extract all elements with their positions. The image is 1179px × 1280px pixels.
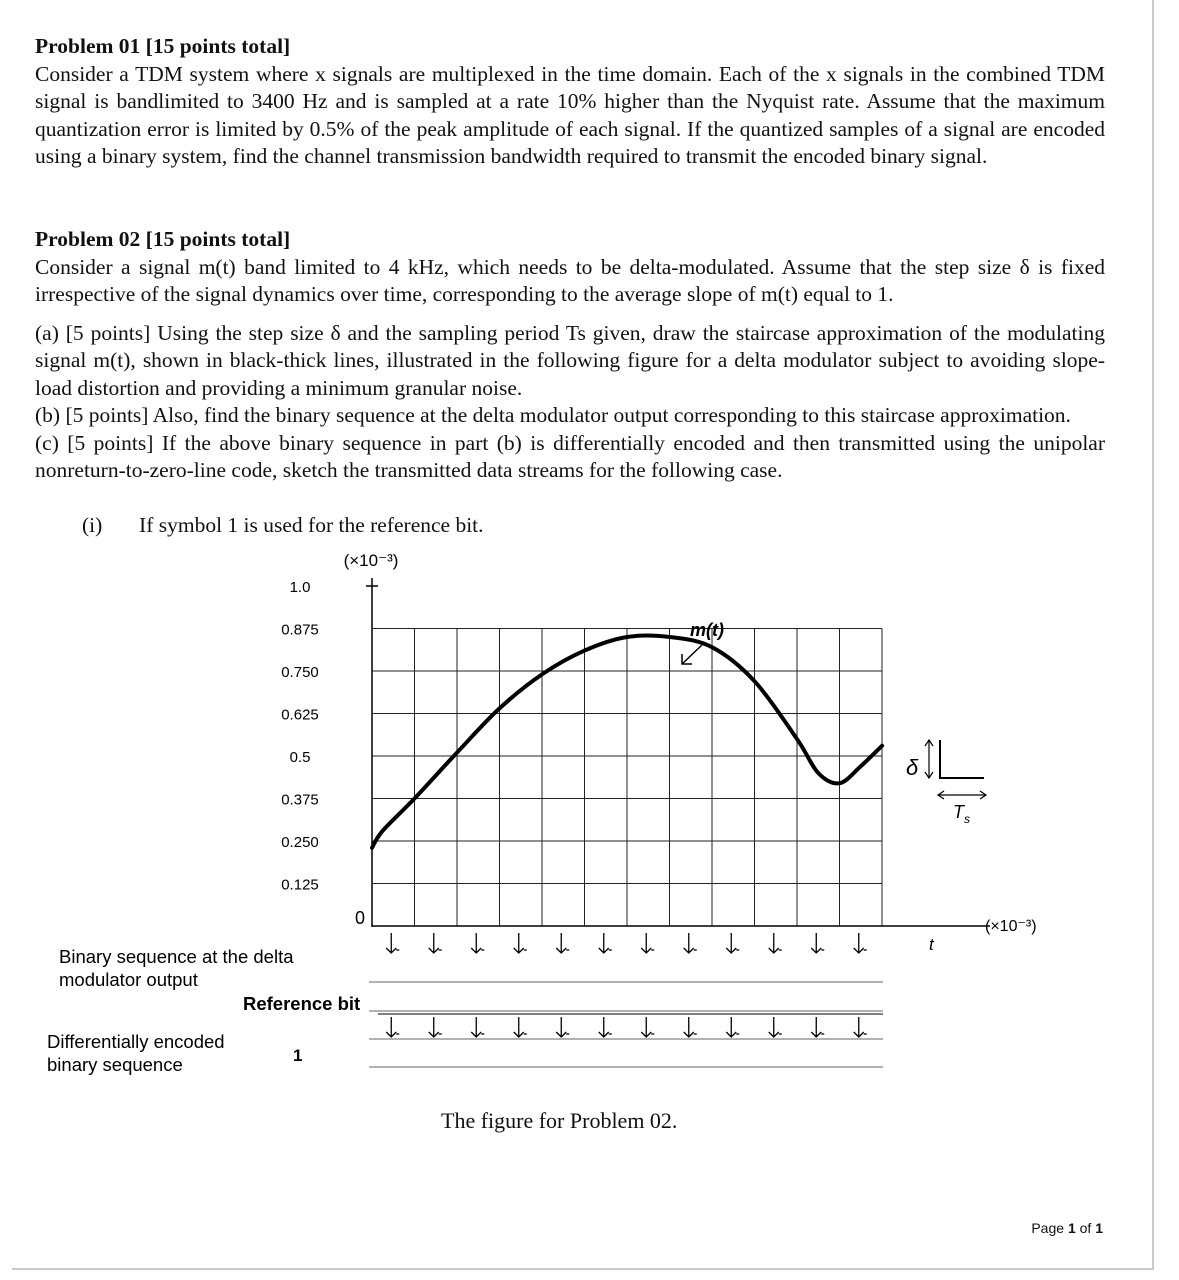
x-axis-t-label: t (929, 935, 934, 954)
ts-label: $T_s$ (953, 802, 970, 826)
step-shape-icon (940, 740, 984, 778)
case-i-label: (i) (82, 513, 103, 537)
figure-caption: The figure for Problem 02. (441, 1108, 678, 1133)
binary-label-line1: Binary sequence at the delta (59, 946, 294, 967)
sampling-arrow (599, 1017, 612, 1037)
y-tick-label: 0.5 (289, 749, 311, 766)
sampling-arrow (514, 933, 527, 953)
page-number: Page 1 of 1 (1031, 1220, 1103, 1236)
y-tick-label: 0.125 (281, 876, 319, 894)
y-scale-label: (×10⁻³) (343, 551, 399, 570)
sampling-arrow (811, 933, 824, 953)
y-tick-label: 1.0 (289, 579, 311, 596)
sampling-arrow (684, 933, 697, 953)
sampling-arrows-row-2 (378, 1014, 883, 1037)
sampling-arrow (556, 1017, 569, 1037)
problem-02-part-a: (a) [5 points] Using the step size δ and the sampling period Ts given, draw the staircase approximation of the modulating signal m(t), shown in black-thick lines, illustrated in the following figure for a delta modulator subject to avoiding slope-load distortion and providing a minimum granular noise. (35, 320, 1105, 400)
sampling-arrow (471, 933, 484, 953)
reference-bit-label: Reference bit (243, 993, 361, 1014)
binary-label-line2: modulator output (59, 969, 198, 990)
y-tick-label: 0.375 (281, 791, 319, 809)
sampling-arrow (641, 933, 654, 953)
case-i-text: If symbol 1 is used for the reference bit. (139, 513, 484, 537)
y-tick-labels (281, 579, 319, 894)
sampling-arrow (556, 933, 569, 953)
problem-02-part-c: (c) [5 points] If the above binary sequence in part (b) is differentially encoded and then transmitted using the unipolar nonreturn-to-zero-line code, sketch the transmitted data streams for the following case. (35, 430, 1105, 482)
sampling-arrow (641, 1017, 654, 1037)
problem-02-heading: Problem 02 [15 points total] (35, 227, 291, 251)
sampling-arrow (769, 933, 782, 953)
sampling-arrows-row-1 (386, 933, 867, 953)
sampling-arrow (429, 1017, 442, 1037)
sampling-arrow (854, 933, 867, 953)
y-tick-label: 0.875 (281, 621, 319, 639)
reference-bit-value: 1 (293, 1046, 303, 1065)
sampling-arrow (386, 933, 399, 953)
m-t-label: m(t) (690, 620, 724, 640)
y-tick-label: 0.750 (281, 664, 319, 681)
sampling-arrow (599, 933, 612, 953)
sampling-arrow (726, 1017, 739, 1037)
y-tick-label: 0.625 (281, 706, 319, 724)
sampling-arrow (811, 1017, 824, 1037)
problem-02-intro: Consider a signal m(t) band limited to 4 kHz, which needs to be delta-modulated. Assume that the step size δ is fixed irrespective of the signal dynamics over time, corresponding to the average slope of m(t) equal to 1. (35, 254, 1105, 306)
sampling-arrow (386, 1017, 399, 1037)
problem-01-heading: Problem 01 [15 points total] (35, 34, 291, 58)
problem-01-body: Consider a TDM system where x signals are multiplexed in the time domain. Each of the x signals in the combined TDM signal is bandlimited to 3400 Hz and is sampled at a rate 10% higher than the Nyquist rate. Assume that the maximum quantization error is limited by 0.5% of the peak amplitude of each signal. If the quantized samples of a signal are encoded using a binary system, find the channel transmission bandwidth required to transmit the encoded binary signal. (35, 61, 1105, 168)
sampling-arrow (684, 1017, 697, 1037)
sampling-arrow (471, 1017, 484, 1037)
x-scale-label: (×10⁻³) (985, 918, 1037, 935)
ts-arrow (938, 791, 986, 799)
sampling-arrow (726, 933, 739, 953)
diff-label-line2: binary sequence (47, 1054, 183, 1075)
diff-label-line1: Differentially encoded (47, 1031, 225, 1052)
delta-label: δ (906, 755, 919, 780)
y-tick-label: 0.250 (281, 834, 319, 851)
delta-arrow (925, 740, 933, 778)
grid (372, 629, 882, 927)
sampling-arrow (769, 1017, 782, 1037)
sampling-arrow (429, 933, 442, 953)
sampling-arrow (514, 1017, 527, 1037)
m-t-label-arrow (682, 645, 702, 664)
problem-02-part-b: (b) [5 points] Also, find the binary sequence at the delta modulator output corresponding to this staircase approximation. (35, 403, 1071, 427)
sampling-arrow (854, 1017, 867, 1037)
origin-label: 0 (355, 908, 366, 928)
